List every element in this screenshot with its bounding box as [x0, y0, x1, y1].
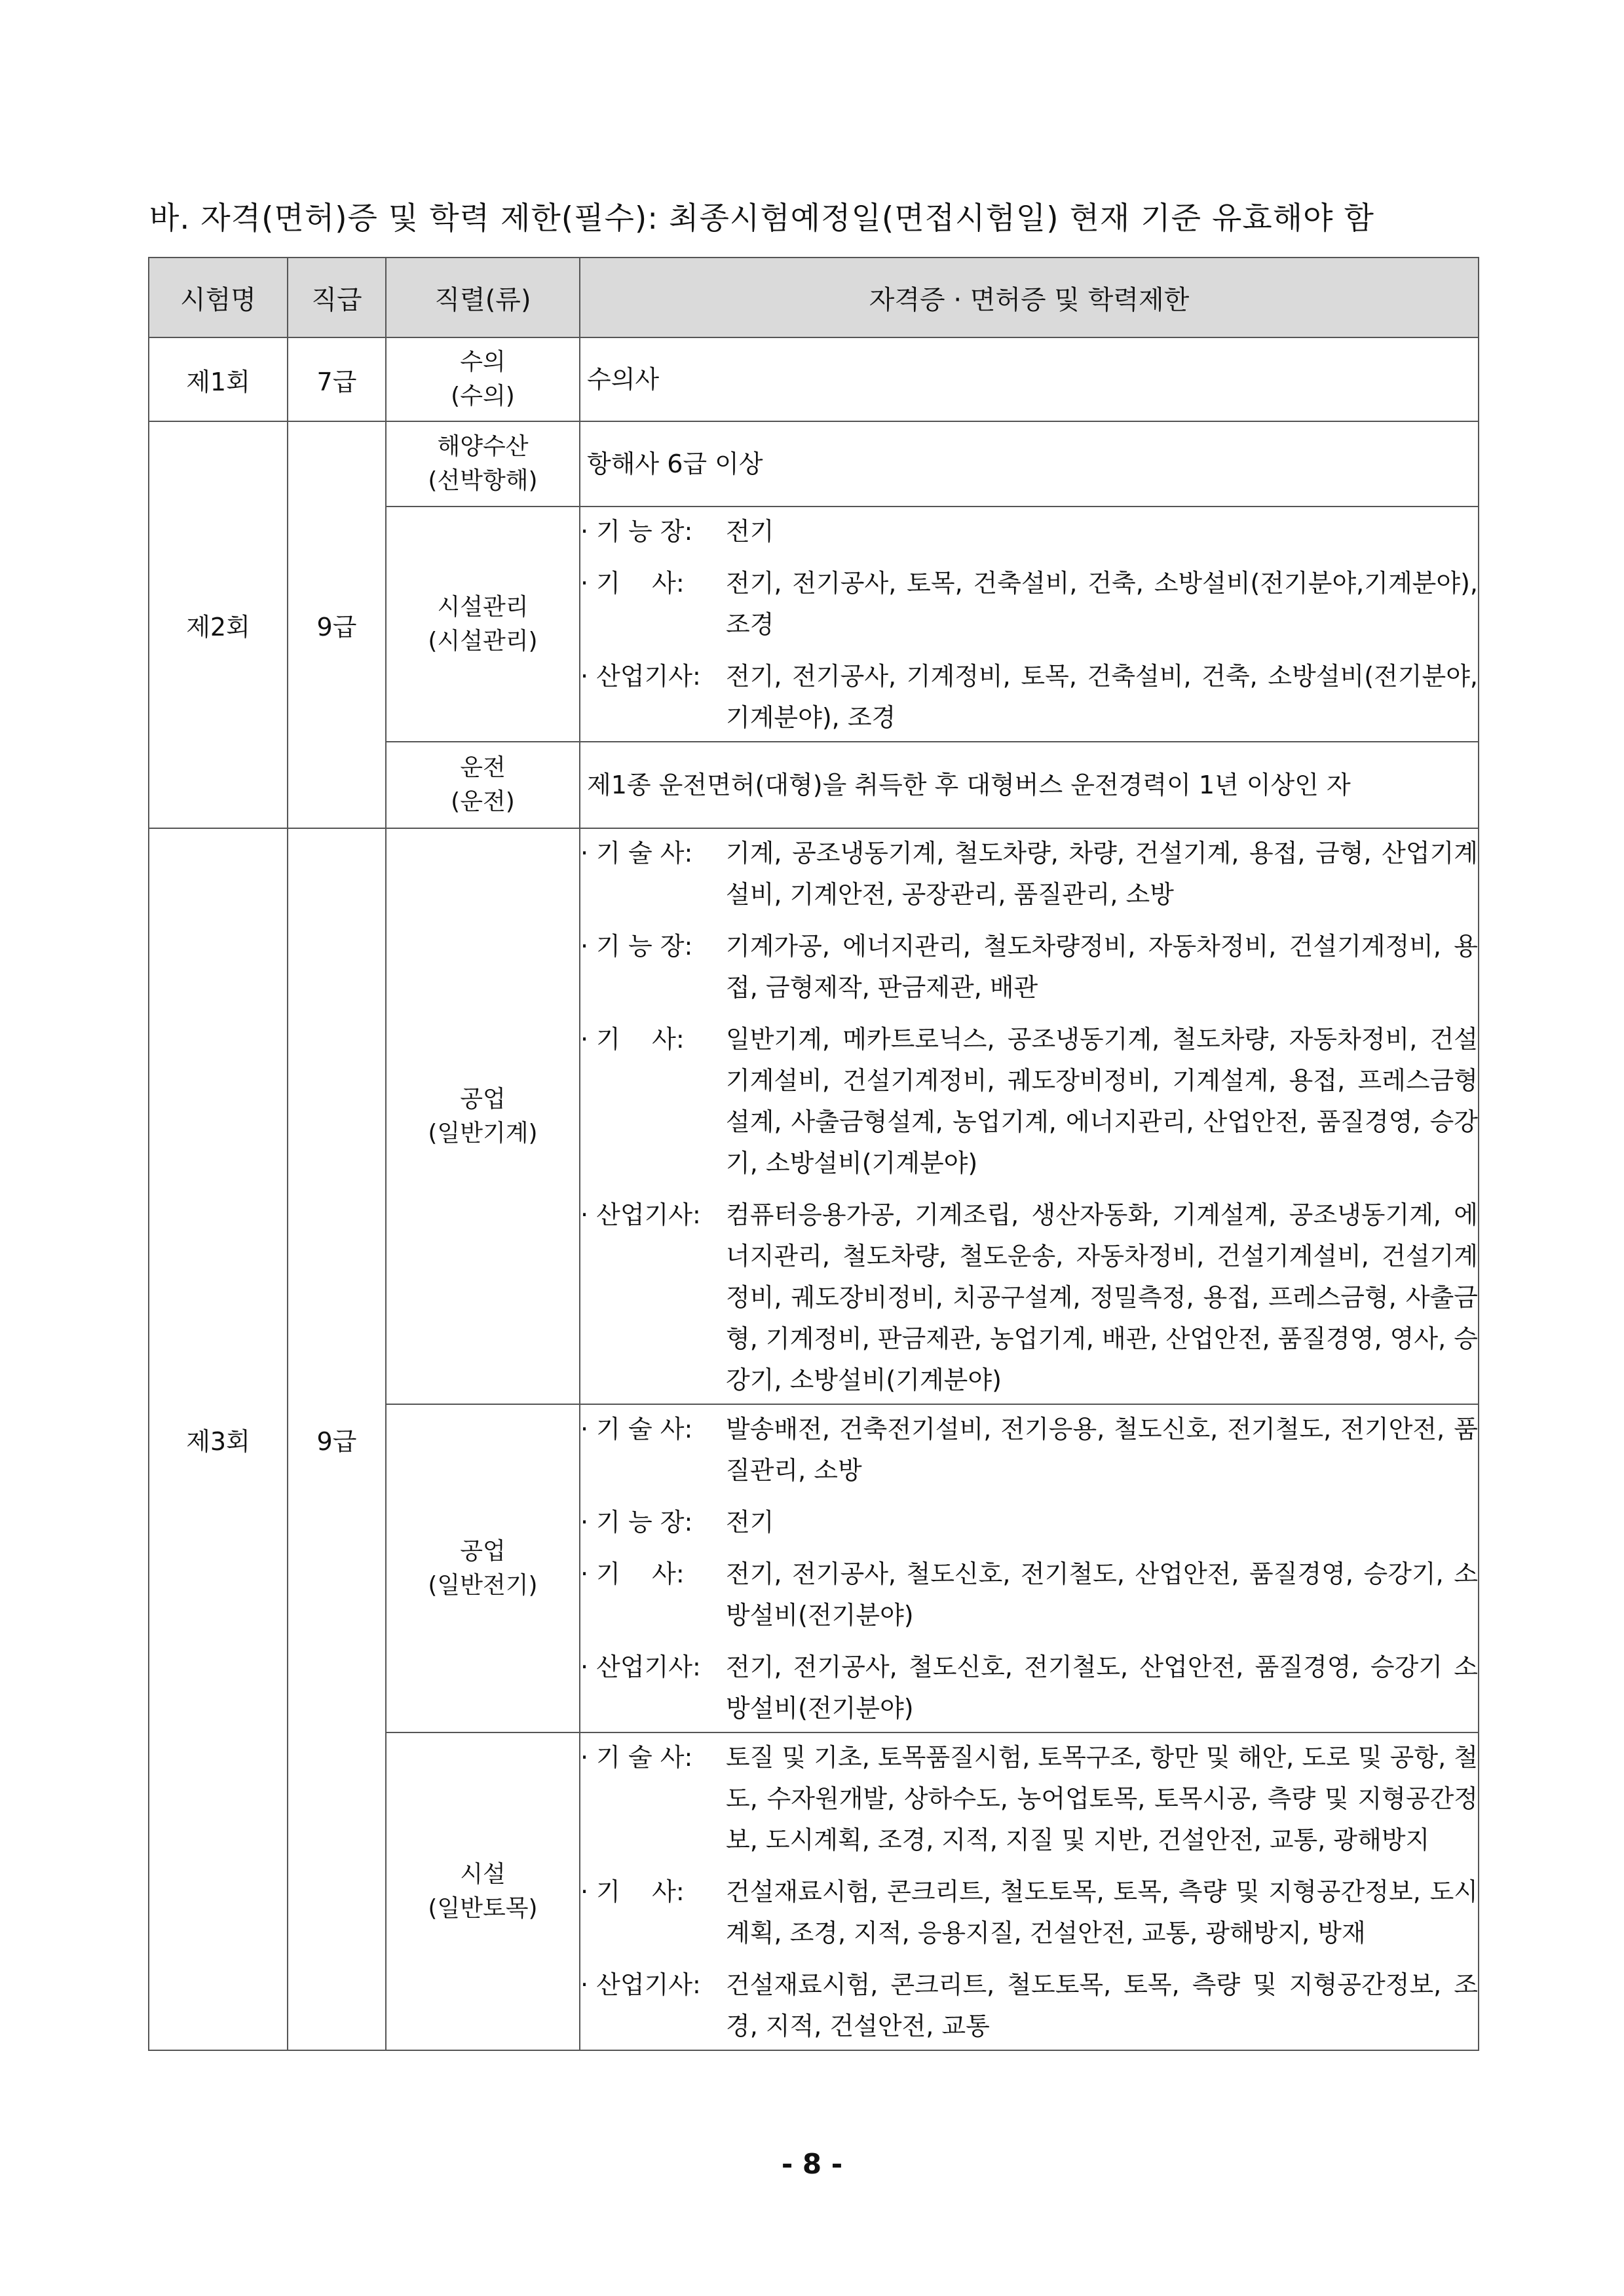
license-list: 전기, 전기공사, 토목, 건축설비, 건축, 소방설비(전기분야,기계분야), 조경: [726, 569, 1478, 639]
license-level: · 산업기사:: [580, 1970, 701, 1999]
position-civil: [386, 1732, 580, 2050]
position-subname: (일반전기): [428, 1571, 538, 1599]
col-header-exam: 시험명: [149, 258, 288, 337]
position-subname: (시설관리): [428, 627, 538, 655]
exam-round: 제1회: [149, 337, 288, 421]
section-heading: 바. 자격(면허)증 및 학력 제한(필수): 최종시험예정일(면접시험일) 현재 기준 유효해야 함: [149, 201, 1374, 237]
requirement-cell: [580, 421, 1479, 507]
grade: 7급: [288, 337, 386, 421]
table-row: [149, 828, 1479, 1404]
position-name: 공업: [460, 1537, 506, 1565]
license-level: · 기 술 사:: [580, 1415, 693, 1444]
license-level: · 기 사:: [580, 1025, 685, 1054]
requirement-cell: [580, 1732, 1479, 2050]
requirement-cell: [580, 742, 1479, 828]
col-header-position: 직렬(류): [386, 258, 580, 337]
license-entry: [580, 563, 1478, 645]
license-level: · 기 사:: [580, 1877, 685, 1906]
table-header-row: [149, 258, 1479, 337]
license-level: · 기 능 장:: [580, 517, 693, 546]
position-subname: (수의): [451, 383, 515, 410]
license-entry: [580, 833, 1478, 915]
position-name: 시설관리: [437, 593, 529, 621]
license-level: · 기 능 장:: [580, 1508, 693, 1537]
license-entry: [580, 1647, 1478, 1729]
license-list: 전기, 전기공사, 기계정비, 토목, 건축설비, 건축, 소방설비(전기분야, 기계분야), 조경: [726, 662, 1478, 732]
table-row: [149, 337, 1479, 421]
requirement-text: 수의사: [587, 364, 660, 394]
requirement-text: 제1종 운전면허(대형)을 취득한 후 대형버스 운전경력이 1년 이상인 자: [587, 770, 1351, 799]
position-subname: (선박항해): [428, 467, 538, 494]
license-list: 컴퓨터응용가공, 기계조립, 생산자동화, 기계설계, 공조냉동기계, 에너지관리, 철도차량, 철도운송, 자동차정비, 건설기계설비, 건설기계정비, 궤도장비정비, 치공구설계, 정밀측정, 용접, 프레스금형, 사출금형, 기계정비, 판금제관, 농업기계, 배관, 산업안전, 품질경영, 영사, 승강기, 소방설비(기계분야): [726, 1200, 1478, 1394]
license-list: 발송배전, 건축전기설비, 전기응용, 철도신호, 전기철도, 전기안전, 품질관리, 소방: [726, 1415, 1478, 1485]
license-entry: [580, 1195, 1478, 1401]
position-name: 수의: [460, 349, 506, 375]
license-list: 전기: [726, 517, 774, 546]
license-level: · 산업기사:: [580, 1653, 701, 1681]
license-entry: [580, 1737, 1478, 1861]
position-vet: [386, 337, 580, 421]
license-entry: [580, 656, 1478, 738]
license-level: · 산업기사:: [580, 1200, 701, 1229]
position-subname: (운전): [451, 788, 515, 815]
license-entry: [580, 511, 1478, 552]
position-subname: (일반기계): [428, 1119, 538, 1147]
position-facility: [386, 507, 580, 742]
license-entry: [580, 1502, 1478, 1543]
license-level: · 기 술 사:: [580, 1743, 693, 1772]
license-level: · 기 사:: [580, 569, 685, 598]
license-entry: [580, 926, 1478, 1008]
license-list: 일반기계, 메카트로닉스, 공조냉동기계, 철도차량, 자동차정비, 건설기계설비, 건설기계정비, 궤도장비정비, 기계설계, 용접, 프레스금형설계, 사출금형설계, 농업기계, 에너지관리, 산업안전, 품질경영, 승강기, 소방설비(기계분야): [726, 1025, 1478, 1177]
license-list: 전기, 전기공사, 철도신호, 전기철도, 산업안전, 품질경영, 승강기, 소방설비(전기분야): [726, 1559, 1478, 1630]
license-requirements-table: [148, 257, 1479, 2051]
table-row: [149, 421, 1479, 507]
license-level: · 기 술 사:: [580, 839, 693, 868]
col-header-grade: 직급: [288, 258, 386, 337]
col-header-requirements: 자격증 · 면허증 및 학력제한: [580, 258, 1479, 337]
license-entry: [580, 1019, 1478, 1184]
requirement-cell: [580, 337, 1479, 421]
position-name: 운전: [460, 754, 506, 781]
license-list: 기계, 공조냉동기계, 철도차량, 차량, 건설기계, 용접, 금형, 산업기계설비, 기계안전, 공장관리, 품질관리, 소방: [726, 839, 1478, 909]
license-level: · 기 능 장:: [580, 932, 693, 961]
position-name: 시설: [460, 1860, 506, 1888]
grade: 9급: [288, 828, 386, 2050]
license-list: 토질 및 기초, 토목품질시험, 토목구조, 항만 및 해안, 도로 및 공항, 철도, 수자원개발, 상하수도, 농어업토목, 토목시공, 측량 및 지형공간정보, 도시계획, 조경, 지적, 지질 및 지반, 건설안전, 교통, 광해방지: [726, 1743, 1478, 1854]
position-ship: [386, 421, 580, 507]
position-name: 해양수산: [437, 433, 529, 460]
requirement-cell: [580, 507, 1479, 742]
license-entry: [580, 1554, 1478, 1636]
license-list: 전기, 전기공사, 철도신호, 전기철도, 산업안전, 품질경영, 승강기 소방설비(전기분야): [726, 1653, 1478, 1723]
license-entry: [580, 1964, 1478, 2047]
position-electrical: [386, 1404, 580, 1732]
requirement-cell: [580, 1404, 1479, 1732]
page-number: - 8 -: [781, 2148, 843, 2180]
license-list: 건설재료시험, 콘크리트, 철도토목, 토목, 측량 및 지형공간정보, 조경, 지적, 건설안전, 교통: [726, 1970, 1478, 2040]
position-subname: (일반토목): [428, 1894, 538, 1922]
requirement-cell: [580, 828, 1479, 1404]
grade: 9급: [288, 421, 386, 828]
license-list: 전기: [726, 1508, 774, 1537]
license-level: · 기 사:: [580, 1559, 685, 1588]
position-mechanical: [386, 828, 580, 1404]
license-entry: [580, 1409, 1478, 1491]
license-entry: [580, 1871, 1478, 1954]
exam-round: 제2회: [149, 421, 288, 828]
license-level: · 산업기사:: [580, 662, 701, 691]
license-list: 건설재료시험, 콘크리트, 철도토목, 토목, 측량 및 지형공간정보, 도시계획, 조경, 지적, 응용지질, 건설안전, 교통, 광해방지, 방재: [726, 1877, 1478, 1947]
requirement-text: 항해사 6급 이상: [587, 449, 763, 478]
exam-round: 제3회: [149, 828, 288, 2050]
position-driver: [386, 742, 580, 828]
position-name: 공업: [460, 1085, 506, 1113]
license-list: 기계가공, 에너지관리, 철도차량정비, 자동차정비, 건설기계정비, 용접, 금형제작, 판금제관, 배관: [726, 932, 1478, 1002]
